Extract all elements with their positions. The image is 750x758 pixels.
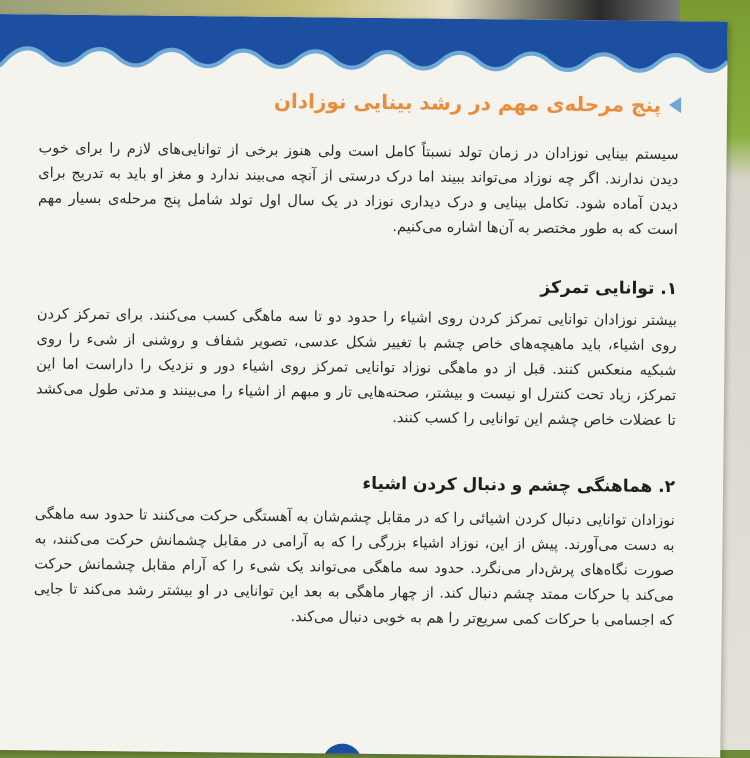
section-body-focus: بیشتر نوزادان توانایی تمرکز کردن روی اشیاء را حدود دو تا سه ماهگی کسب می‌کنند. برای تمرکز کردن روی اشیاء، باید ماهیچه‌های خاص چشم با تغییر شکل عدسی، تصویر شفاف و روشنی از شیء را روی شبکیه منعکس کنند. قبل از دو ماهگی نوزاد توانایی تمرکز روی اشیاء دور و نزدیک را داراست اما این تمرکز، زیاد تحت کنترل او نیست و بیشتر، صحنه‌هایی تار و مبهم از اشیاء را می‌بینند و مدتی طول می‌کشد تا عضلات خاص چشم این توانایی را کسب کنند. xyxy=(35,306,677,430)
page-title-text: پنج مرحله‌ی مهم در رشد بینایی نوزادان xyxy=(273,88,662,117)
triangle-bullet-icon xyxy=(669,97,681,113)
section-heading-eye-tracking: ۲. هماهنگی چشم و دنبال کردن اشیاء xyxy=(362,473,676,498)
page-title xyxy=(121,87,681,117)
section-heading-focus: ۱. توانایی تمرکز xyxy=(540,277,678,300)
book-page xyxy=(0,14,728,758)
section-body-eye-tracking: نوزادان توانایی دنبال کردن اشیائی را که در مقابل چشم‌شان به آهستگی حرکت می‌کنند تا حدود سه ماهگی به دست می‌آورند. پیش از این، نوزاد اشیاء بزرگی را که به آرامی در مقابل چشمانش حرکت می‌کنند، به صورت نگاه‌های پرش‌دار می‌نگرد. حدود سه ماهگی می‌تواند یک شیء را که آرام مقابل چشمانش حرکت می‌کند با حرکات ممتد چشم دنبال کند. از چهار ماهگی به بعد این توانایی در او بیشتر رشد می‌کند تا جایی که اجسامی با حرکات کمی سریع‌تر را هم به خوبی دنبال می‌کند. xyxy=(33,506,675,630)
intro-paragraph: سیستم بینایی نوزادان در زمان تولد نسبتاً کامل است ولی هنوز برخی از توانایی‌های لازم را برای خوب دیدن ندارند. اگر چه نوزاد می‌تواند ببیند اما درک درستی از آنچه می‌بیند ندارد و مغز او باید به تدریج برای دیدن آماده شود. تکامل بینایی و درک دیداری نوزاد در یک سال اول تولد شامل پنج مرحله‌ی بسیار مهم است که به طور مختصر به آن‌ها اشاره می‌کنیم. xyxy=(37,140,679,239)
